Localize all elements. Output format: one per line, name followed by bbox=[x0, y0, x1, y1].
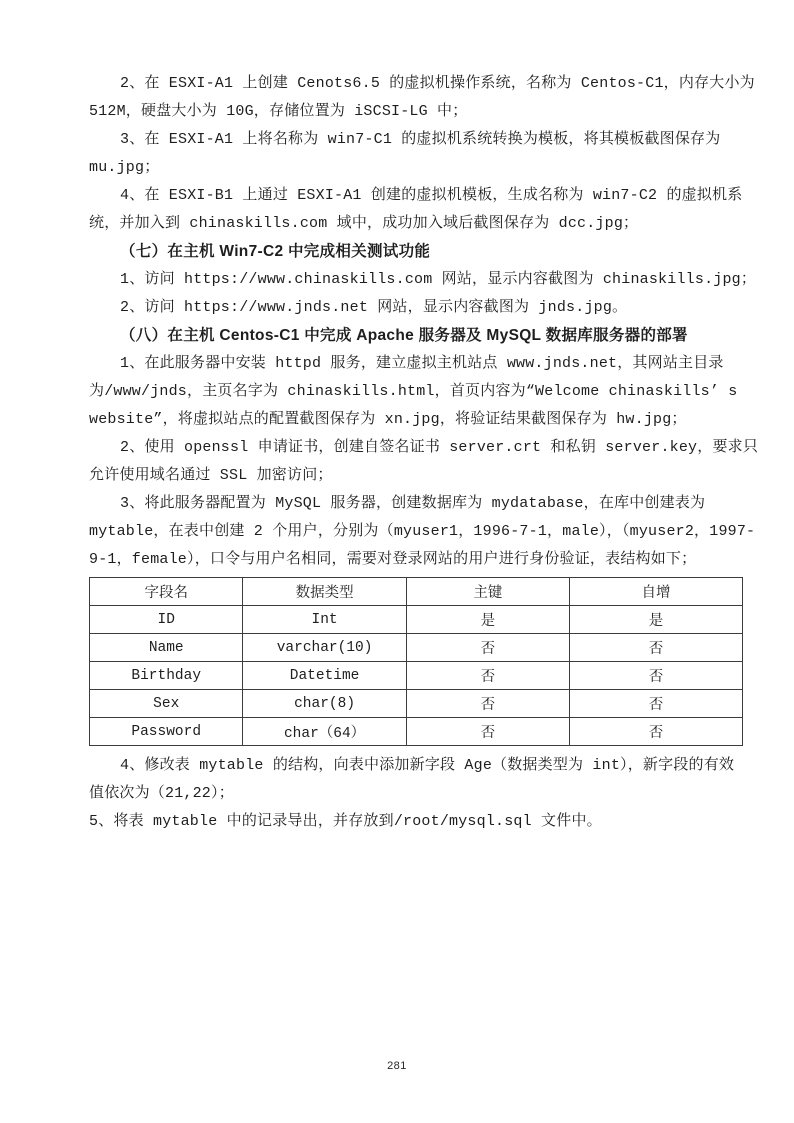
table-cell: char（64） bbox=[243, 718, 406, 746]
text-line: 4、在 ESXI-B1 上通过 ESXI-A1 创建的虚拟机模板，生成名称为 win7-C2 的虚拟机系 bbox=[120, 187, 743, 204]
table-header-cell: 主键 bbox=[406, 578, 569, 606]
text-line: 4、修改表 mytable 的结构，向表中添加新字段 Age（数据类型为 int），新字段的有效 bbox=[120, 757, 735, 774]
text-line: 5、将表 mytable 中的记录导出，并存放到/root/mysql.sql 文件中。 bbox=[89, 813, 602, 830]
text-line: 值依次为（21,22）； bbox=[89, 785, 234, 802]
document-page bbox=[89, 70, 759, 836]
table-header-cell: 自增 bbox=[569, 578, 742, 606]
table-cell: Datetime bbox=[243, 662, 406, 690]
text-line: 512M，硬盘大小为 10G，存储位置为 iSCSI-LG 中； bbox=[89, 103, 468, 120]
text-line: 3、在 ESXI-A1 上将名称为 win7-C1 的虚拟机系统转换为模板，将其模板截图保存为 bbox=[120, 131, 721, 148]
text-line: 2、在 ESXI-A1 上创建 Cenots6.5 的虚拟机操作系统，名称为 Centos-C1，内存大小为 bbox=[120, 75, 755, 92]
text-line: 2、访问 https://www.jnds.net 网站，显示内容截图为 jnds.jpg。 bbox=[120, 299, 628, 316]
text-line: 统，并加入到 chinaskills.com 域中，成功加入域后截图保存为 dcc.jpg； bbox=[89, 215, 639, 232]
table-cell: 是 bbox=[406, 606, 569, 634]
table-cell: Password bbox=[90, 718, 243, 746]
table-cell: 否 bbox=[569, 634, 742, 662]
table-cell: varchar(10) bbox=[243, 634, 406, 662]
table-cell: Name bbox=[90, 634, 243, 662]
table-cell: Birthday bbox=[90, 662, 243, 690]
table-header-cell: 字段名 bbox=[90, 578, 243, 606]
table-cell: Sex bbox=[90, 690, 243, 718]
table-cell: 否 bbox=[569, 690, 742, 718]
text-line: 允许使用域名通过 SSL 加密访问； bbox=[89, 467, 333, 484]
section-heading: （七）在主机 Win7-C2 中完成相关测试功能 bbox=[120, 243, 431, 260]
table-header-row bbox=[90, 578, 743, 606]
page-footer bbox=[0, 1056, 794, 1074]
table-row bbox=[90, 690, 743, 718]
table-cell: 否 bbox=[406, 718, 569, 746]
page-number: 281 bbox=[387, 1060, 407, 1072]
text-line: 2、使用 openssl 申请证书，创建自签名证书 server.crt 和私钥 server.key，要求只 bbox=[120, 439, 759, 456]
table-cell: 是 bbox=[569, 606, 742, 634]
text-line: 1、在此服务器中安装 httpd 服务，建立虚拟主机站点 www.jnds.net，其网站主目录 bbox=[120, 355, 724, 372]
text-line: 3、将此服务器配置为 MySQL 服务器，创建数据库为 mydatabase，在库中创建表为 bbox=[120, 495, 706, 512]
table-header-cell: 数据类型 bbox=[243, 578, 406, 606]
text-line: 1、访问 https://www.chinaskills.com 网站，显示内容截图为 chinaskills.jpg； bbox=[120, 271, 757, 288]
body-lines-after-table bbox=[89, 752, 743, 836]
table-cell: char(8) bbox=[243, 690, 406, 718]
body-lines-before-table bbox=[89, 70, 759, 574]
table-cell: 否 bbox=[406, 662, 569, 690]
table-row bbox=[90, 718, 743, 746]
table-cell: 否 bbox=[569, 662, 742, 690]
table-cell: 否 bbox=[406, 634, 569, 662]
table-cell: ID bbox=[90, 606, 243, 634]
table-cell: 否 bbox=[406, 690, 569, 718]
text-line: 为/www/jnds，主页名字为 chinaskills.html，首页内容为“Welcome chinaskills’ s bbox=[89, 383, 738, 400]
table-cell: Int bbox=[243, 606, 406, 634]
mytable-structure-table bbox=[89, 577, 743, 746]
section-heading: （八）在主机 Centos-C1 中完成 Apache 服务器及 MySQL 数据库服务器的部署 bbox=[120, 327, 688, 344]
text-line: mytable，在表中创建 2 个用户，分别为（myuser1，1996-7-1，male），（myuser2，1997- bbox=[89, 523, 756, 540]
table-row bbox=[90, 662, 743, 690]
table-row bbox=[90, 634, 743, 662]
text-line: website”，将虚拟站点的配置截图保存为 xn.jpg，将验证结果截图保存为 hw.jpg； bbox=[89, 411, 687, 428]
text-line: mu.jpg； bbox=[89, 159, 160, 176]
table-cell: 否 bbox=[569, 718, 742, 746]
text-line: 9-1，female），口令与用户名相同，需要对登录网站的用户进行身份验证，表结构如下； bbox=[89, 551, 697, 568]
table-row bbox=[90, 606, 743, 634]
